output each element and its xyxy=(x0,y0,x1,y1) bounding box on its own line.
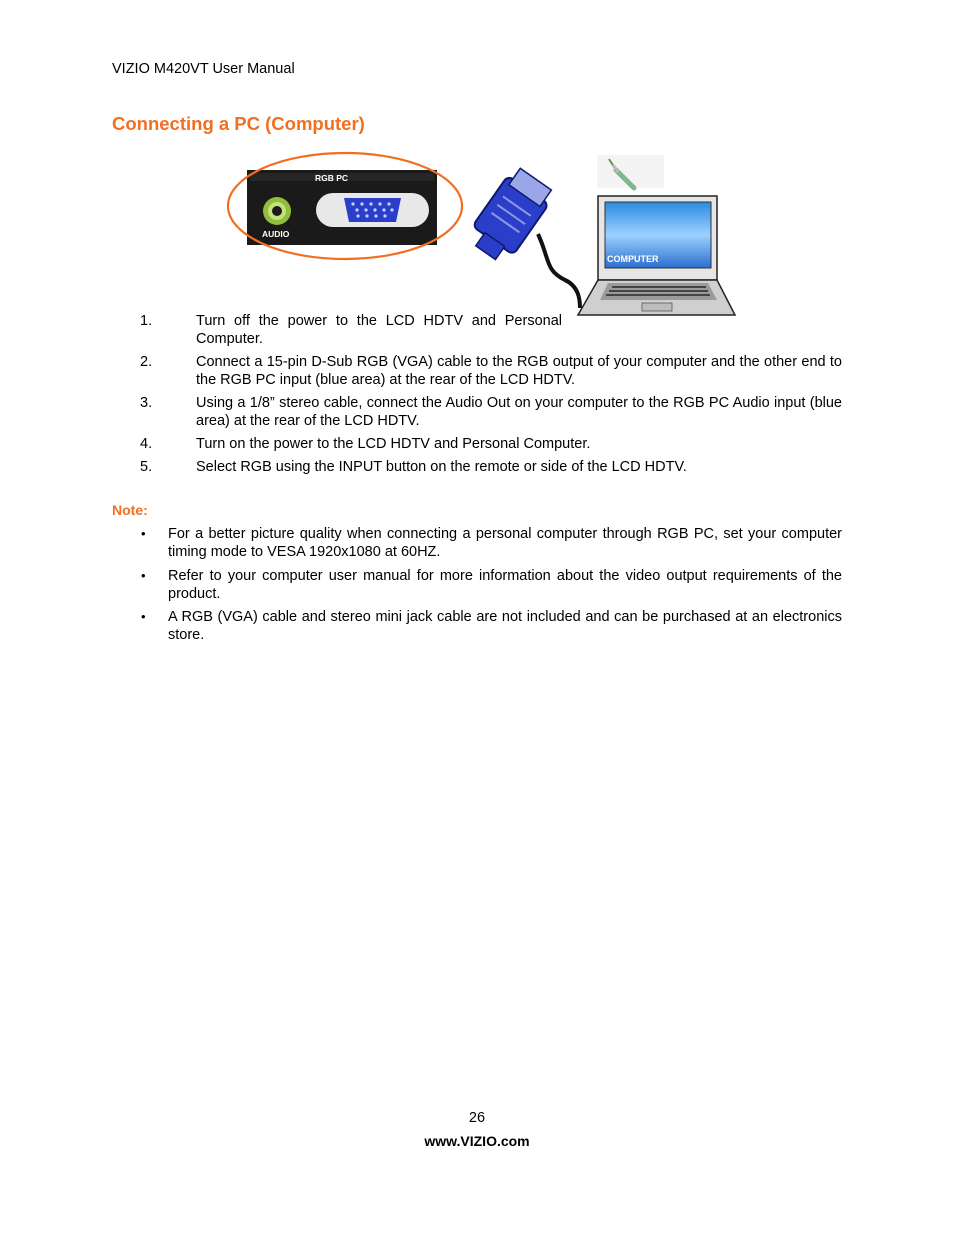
note-label: Note: xyxy=(112,502,148,518)
section-title: Connecting a PC (Computer) xyxy=(112,113,365,134)
note-item xyxy=(112,567,842,603)
step-item xyxy=(112,353,842,389)
panel-label: RGB PC xyxy=(315,173,349,183)
step-number: 2. xyxy=(140,354,153,370)
manual-header: VIZIO M420VT User Manual xyxy=(112,61,295,77)
page-number: 26 xyxy=(468,1110,486,1126)
note-text: For a better picture quality when connecting a personal computer through RGB PC, set your computer timing mode to VESA 1920x1080 at 60HZ. xyxy=(168,526,842,560)
step-text: Connect a 15-pin D-Sub RGB (VGA) cable to the RGB output of your computer and the other end to the RGB PC input (blue area) at the rear of the LCD HDTV. xyxy=(196,354,842,388)
bullet-icon: • xyxy=(141,609,146,624)
note-list xyxy=(112,525,842,650)
bullet-icon: • xyxy=(141,526,146,541)
step-item xyxy=(112,458,842,476)
step-text: Using a 1/8” stereo cable, connect the Audio Out on your computer to the RGB PC Audio input (blue area) at the rear of the LCD HDTV. xyxy=(196,395,842,429)
note-text: A RGB (VGA) cable and stereo mini jack cable are not included and can be purchased at an electronics store. xyxy=(168,609,842,643)
screen-label: COMPUTER xyxy=(607,254,659,264)
step-number: 5. xyxy=(140,459,153,475)
step-item xyxy=(112,312,842,348)
note-item xyxy=(112,525,842,561)
connection-diagram xyxy=(220,150,740,322)
step-number: 4. xyxy=(140,436,153,452)
note-text: Refer to your computer user manual for more information about the video output requirements of the product. xyxy=(168,567,842,602)
step-text: Turn off the power to the LCD HDTV and Personal Computer. xyxy=(196,313,562,347)
laptop-icon xyxy=(578,196,735,315)
audio-jack-icon xyxy=(263,197,291,225)
step-text: Select RGB using the INPUT button on the remote or side of the LCD HDTV. xyxy=(196,459,687,475)
audio-label: AUDIO xyxy=(262,229,290,239)
step-text: Turn on the power to the LCD HDTV and Personal Computer. xyxy=(196,436,591,452)
step-item xyxy=(112,435,842,453)
steps-list xyxy=(112,312,842,481)
note-item xyxy=(112,608,842,644)
step-number: 3. xyxy=(140,395,153,411)
audio-cable-icon xyxy=(597,155,664,188)
bullet-icon: • xyxy=(141,567,146,583)
footer-url: www.VIZIO.com xyxy=(424,1133,530,1149)
vga-port-icon xyxy=(316,193,429,227)
tv-rgb-panel xyxy=(247,170,437,245)
step-item xyxy=(112,394,842,430)
vga-cable-icon xyxy=(464,165,580,308)
step-number: 1. xyxy=(140,313,153,329)
